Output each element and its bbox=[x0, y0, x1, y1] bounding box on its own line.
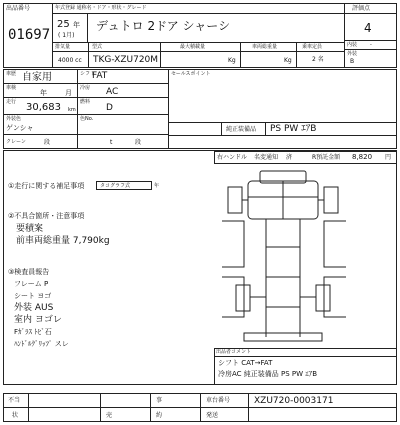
chassis-label: 車台番号 bbox=[206, 397, 231, 404]
interior-label: 内装 bbox=[347, 42, 358, 48]
grade-value: 4 bbox=[364, 21, 372, 35]
truck-chassis-diagram bbox=[214, 167, 354, 347]
comments-label: 出品者コメント bbox=[216, 349, 252, 355]
footer-shipping: 発送 bbox=[206, 412, 219, 419]
section-2-title: ②不具合箇所・注意事項 bbox=[8, 212, 85, 220]
year-era: 25 bbox=[57, 19, 70, 30]
usage-value: 自家用 bbox=[22, 72, 52, 83]
section-3-line-1: フレーム P bbox=[14, 280, 49, 288]
displacement-label: 排気量 bbox=[55, 44, 71, 50]
tachograph-box: タコグラフ式 bbox=[96, 181, 152, 190]
title-transfer-label: 名変通知 bbox=[254, 154, 279, 161]
shift-value: FAT bbox=[92, 71, 108, 81]
footer-cell-3: 事 bbox=[156, 397, 163, 404]
recycle-label: R預託金額 bbox=[312, 154, 341, 161]
section-1-title: ①走行に関する補足事項 bbox=[8, 182, 85, 190]
fuel-value: D bbox=[106, 103, 113, 113]
vehicle-frame bbox=[3, 69, 397, 149]
footer-status: 状 bbox=[12, 412, 19, 419]
steering-label: 右ハンドル bbox=[217, 154, 248, 161]
section-3-line-5: Fｶﾞﾗｽ ﾄﾋﾞ石 bbox=[14, 328, 52, 336]
displacement-value: 4000 cc bbox=[58, 57, 82, 64]
recycle-unit: 円 bbox=[385, 154, 392, 161]
exterior-value: B bbox=[350, 58, 355, 65]
lot-label: 出品番号 bbox=[6, 5, 31, 12]
color-value: ゲンシャ bbox=[6, 124, 34, 132]
model-code: TKG-XZU720M bbox=[93, 55, 159, 65]
seating-label: 乗車定員 bbox=[302, 44, 323, 50]
section-2-line-1: 要積案 bbox=[16, 224, 44, 234]
selling-points-label: セールスポイント bbox=[171, 71, 211, 77]
first-reg-month: ( 1月) bbox=[58, 32, 75, 39]
inspection-label: 車検 bbox=[6, 85, 17, 91]
capacity-label: 最大積載量 bbox=[180, 44, 206, 50]
crane-label: クレーン bbox=[6, 139, 26, 145]
model-name: デュトロ 2ドア シャーシ bbox=[96, 19, 231, 33]
section-2-line-2: 前車両総重量 7,790kg bbox=[16, 236, 110, 246]
tachograph-unit: 年 bbox=[154, 183, 160, 189]
section-3-line-3: 外装 AUS bbox=[14, 303, 54, 313]
ac-value: AC bbox=[106, 87, 119, 97]
color-label: 外装色 bbox=[6, 116, 22, 122]
section-3-line-6: ﾊﾝﾄﾞﾙｸﾞﾘｯﾌﾟ スレ bbox=[14, 340, 69, 348]
exterior-label: 外装 bbox=[347, 51, 358, 57]
section-3-line-4: 室内 ヨゴレ bbox=[14, 315, 62, 325]
crane-value: 段 bbox=[44, 139, 51, 146]
inspection-month-unit: 月 bbox=[65, 89, 72, 97]
inspection-year-unit: 年 bbox=[40, 89, 47, 97]
shift-label: シフト bbox=[80, 71, 96, 77]
color-no-label: 色No. bbox=[80, 116, 94, 122]
section-3-line-2: シート ヨゴ bbox=[14, 292, 52, 300]
mileage-label: 走行 bbox=[6, 99, 17, 105]
seating-value: 2 名 bbox=[312, 56, 324, 63]
model-code-label: 型式 bbox=[92, 44, 103, 50]
crane-jibs-unit: 段 bbox=[135, 139, 142, 146]
footer-contract: 約 bbox=[156, 412, 163, 419]
chassis-number: XZU720-0003171 bbox=[254, 396, 334, 406]
interior-value: - bbox=[370, 42, 372, 48]
grade-label: 評価点 bbox=[352, 5, 371, 12]
lot-number: 01697 bbox=[8, 27, 51, 43]
weight-unit: Kg bbox=[284, 57, 292, 64]
mileage-value: 30,683 bbox=[26, 102, 61, 113]
usage-label: 車歴 bbox=[6, 71, 17, 77]
year-unit: 年 bbox=[73, 21, 80, 29]
ac-label: 冷房 bbox=[80, 85, 91, 91]
crane-ton-unit: t bbox=[110, 139, 113, 146]
recycle-value: 8,820 bbox=[352, 153, 373, 161]
fuel-label: 燃料 bbox=[80, 99, 91, 105]
comment-line-2: 冷房AC 純正装備品 PS PW ｴｱB bbox=[218, 370, 318, 378]
genuine-equipment-value: PS PW ｴｱB bbox=[270, 124, 317, 134]
mileage-unit: km bbox=[68, 107, 76, 113]
weight-label: 車両総重量 bbox=[252, 44, 278, 50]
footer-cell-1: 不当 bbox=[8, 397, 21, 404]
capacity-unit: Kg bbox=[228, 57, 236, 64]
title-transfer-value: 済 bbox=[286, 154, 293, 161]
genuine-equipment-label: 純正装備品 bbox=[226, 126, 257, 133]
model-header: 年式登録 通称名・ドア・形状・グレード bbox=[55, 5, 147, 11]
section-3-title: ③検査員報告 bbox=[8, 268, 50, 276]
comment-line-1: シフト CAT→FAT bbox=[218, 359, 273, 367]
footer-sale: 売 bbox=[106, 412, 113, 419]
